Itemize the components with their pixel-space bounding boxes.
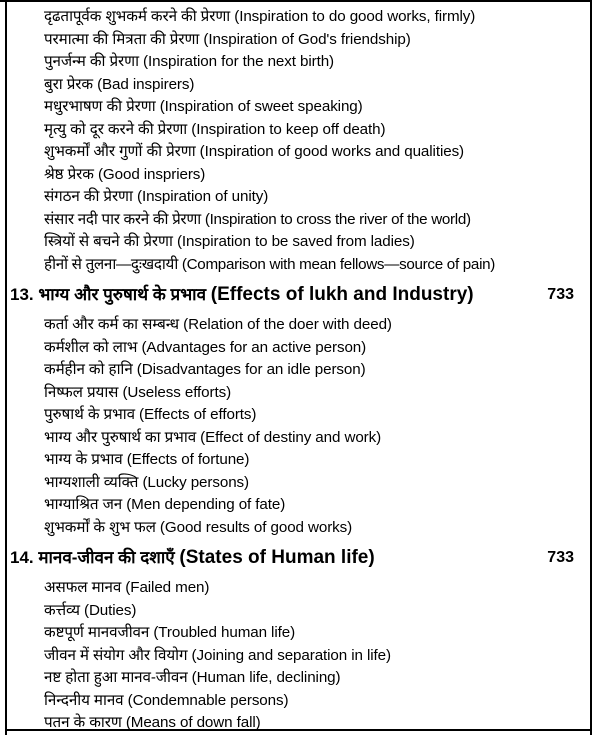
index-entry: परमात्मा की मित्रता की प्रेरणा (Inspiration of God's friendship): [44, 30, 411, 48]
index-content: [0, 6, 592, 735]
top-border: [0, 0, 592, 2]
index-entry: निन्दनीय मानव (Condemnable persons): [44, 691, 289, 709]
index-entry: निष्फल प्रयास (Useless efforts): [44, 383, 232, 401]
index-entry: भाग्याश्रित जन (Men depending of fate): [44, 496, 286, 513]
index-entry: कर्ता और कर्म का सम्बन्ध (Relation of the doer with deed): [44, 316, 392, 333]
index-entry: शुभकर्मों और गुणों की प्रेरणा (Inspiration of good works and qualities): [44, 143, 465, 160]
index-entry: स्त्रियों से बचने की प्रेरणा (Inspiration to be saved from ladies): [44, 233, 415, 250]
index-entry: कर्मशील को लाभ (Advantages for an active person): [44, 338, 367, 356]
index-entry: कर्महीन को हानि (Disadvantages for an idle person): [44, 361, 366, 378]
index-entry: मृत्यु को दूर करने की प्रेरणा (Inspiration to keep off death): [44, 120, 386, 138]
index-entry: पतन के कारण (Means of down fall): [44, 714, 261, 731]
index-entry: पुरुषार्थ के प्रभाव (Effects of efforts): [44, 406, 257, 423]
index-entry: असफल मानव (Failed men): [44, 579, 210, 596]
section-13-page-number: 733: [547, 286, 574, 303]
section-13-list: [0, 314, 592, 539]
index-entry: हीनों से तुलना—दुःखदायी (Comparison with mean fellows—source of pain): [44, 255, 496, 273]
section-13-heading: [10, 276, 592, 314]
index-entry: कर्त्तव्य (Duties): [44, 601, 137, 619]
section-14-page-number: 733: [547, 549, 574, 566]
index-entry: कष्टपूर्ण मानवजीवन (Troubled human life): [44, 624, 296, 641]
index-entry: नष्ट होता हुआ मानव-जीवन (Human life, declining): [44, 669, 341, 686]
section-14-hindi-title: 14. मानव-जीवन की दशाएँ: [10, 548, 180, 567]
section-14-english-title: (States of Human life): [179, 547, 375, 568]
index-entry: शुभकर्मों के शुभ फल (Good results of good works): [44, 518, 353, 536]
section-13-hindi-title: 13. भाग्य और पुरुषार्थ के प्रभाव: [10, 285, 211, 304]
index-entry: बुरा प्रेरक (Bad inspirers): [44, 75, 195, 93]
index-entry: जीवन में संयोग और वियोग (Joining and separation in life): [44, 646, 391, 664]
index-entry: भाग्य और पुरुषार्थ का प्रभाव (Effect of destiny and work): [44, 428, 382, 446]
index-entry: संसार नदी पार करने की प्रेरणा (Inspiration to cross the river of the world): [44, 210, 471, 228]
section-14-heading: [10, 539, 592, 577]
index-entry: मधुरभाषण की प्रेरणा (Inspiration of sweet speaking): [44, 98, 363, 115]
index-entry: भाग्य के प्रभाव (Effects of fortune): [44, 451, 250, 468]
index-entry: श्रेष्ठ प्रेरक (Good inspriers): [44, 165, 206, 183]
index-entry: संगठन की प्रेरणा (Inspiration of unity): [44, 188, 269, 205]
group-top-list: [0, 6, 592, 276]
index-entry: पुनर्जन्म की प्रेरणा (Inspiration for the next birth): [44, 53, 335, 70]
section-14-list: [0, 577, 592, 735]
index-entry: भाग्यशाली व्यक्ति (Lucky persons): [44, 473, 249, 491]
section-13-english-title: (Effects of lukh and Industry): [210, 284, 474, 305]
index-entry: दृढतापूर्वक शुभकर्म करने की प्रेरणा (Inspiration to do good works, firmly): [44, 8, 476, 25]
